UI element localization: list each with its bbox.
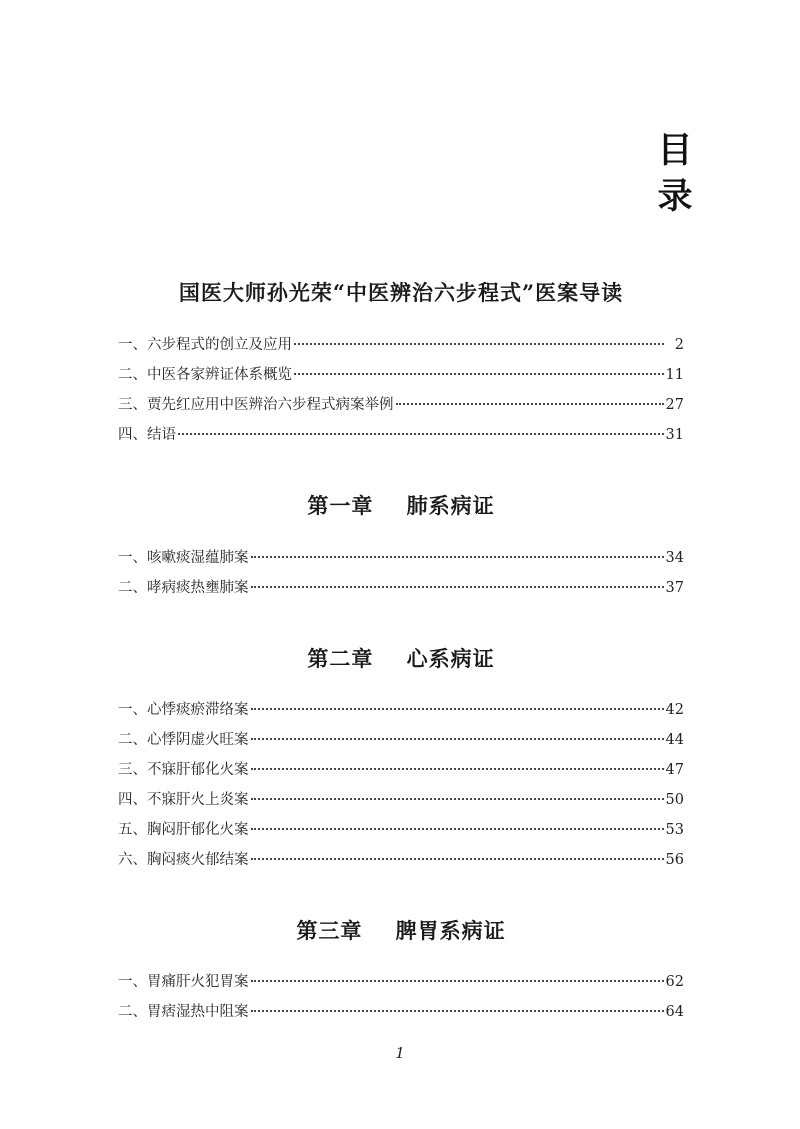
toc-entry[interactable]	[118, 755, 684, 785]
toc-entry-label: 一、心悸痰瘀滞络案	[118, 702, 249, 718]
toc-entry[interactable]	[118, 573, 684, 603]
dot-leader	[294, 373, 664, 375]
dot-leader	[251, 858, 664, 860]
toc-entry-label: 三、不寐肝郁化火案	[118, 762, 249, 778]
toc-entry-label: 四、不寐肝火上炎案	[118, 792, 249, 808]
toc-list-chapter-1	[118, 543, 684, 603]
dot-leader	[251, 980, 664, 982]
toc-entry-page: 56	[665, 852, 684, 868]
toc-entry-page: 64	[665, 1004, 684, 1020]
dot-leader	[251, 798, 664, 800]
toc-list-chapter-2	[118, 695, 684, 875]
toc-entry-label: 二、中医各家辨证体系概览	[118, 367, 292, 383]
dot-leader	[178, 433, 664, 435]
toc-entry-page: 50	[665, 792, 684, 808]
dot-leader	[396, 403, 664, 405]
toc-entry[interactable]	[118, 997, 684, 1027]
toc-entry-page: 37	[665, 580, 684, 596]
toc-entry-page: 11	[665, 367, 684, 383]
dot-leader	[294, 343, 664, 345]
toc-entry-page: 42	[665, 702, 684, 718]
toc-entry[interactable]	[118, 815, 684, 845]
toc-entry[interactable]	[118, 695, 684, 725]
toc-entry[interactable]	[118, 725, 684, 755]
toc-list-chapter-3	[118, 967, 684, 1027]
toc-entry[interactable]	[118, 967, 684, 997]
section-title-chapter-2: 第二章 心系病证	[307, 646, 495, 671]
toc-entry-label: 六、胸闷痰火郁结案	[118, 852, 249, 868]
toc-entry[interactable]	[118, 420, 684, 450]
page-heading-char-1: 目	[657, 131, 693, 171]
toc-entry-label: 五、胸闷肝郁化火案	[118, 822, 249, 838]
toc-entry[interactable]	[118, 845, 684, 875]
toc-entry-page: 2	[674, 337, 684, 353]
dot-leader	[251, 1010, 664, 1012]
toc-entry-page: 47	[665, 762, 684, 778]
toc-entry-label: 三、贾先红应用中医辨治六步程式病案举例	[118, 397, 394, 413]
toc-entry-label: 一、胃痛肝火犯胃案	[118, 974, 249, 990]
toc-entry[interactable]	[118, 543, 684, 573]
toc-entry-label: 二、心悸阴虚火旺案	[118, 732, 249, 748]
toc-entry-label: 一、咳嗽痰湿蕴肺案	[118, 550, 249, 566]
toc-entry[interactable]	[118, 330, 684, 360]
toc-entry[interactable]	[118, 785, 684, 815]
toc-entry-page: 53	[665, 822, 684, 838]
toc-entry[interactable]	[118, 360, 684, 390]
page-number: 1	[395, 1044, 405, 1062]
section-title-introduction: 国医大师孙光荣“中医辨治六步程式”医案导读	[178, 280, 624, 305]
toc-entry-label: 一、六步程式的创立及应用	[118, 337, 292, 353]
toc-entry-label: 二、哮病痰热壅肺案	[118, 580, 249, 596]
toc-entry[interactable]	[118, 390, 684, 420]
page-heading-char-2: 录	[657, 177, 693, 217]
page-heading	[655, 128, 695, 220]
dot-leader	[251, 768, 664, 770]
toc-entry-page: 44	[665, 732, 684, 748]
toc-entry-label: 四、结语	[118, 427, 176, 443]
dot-leader	[251, 556, 664, 558]
section-title-chapter-3: 第三章 脾胃系病证	[296, 918, 506, 943]
toc-entry-label: 二、胃痞湿热中阻案	[118, 1004, 249, 1020]
dot-leader	[251, 828, 664, 830]
toc-entry-page: 34	[665, 550, 684, 566]
dot-leader	[251, 586, 664, 588]
dot-leader	[251, 738, 664, 740]
section-title-chapter-1: 第一章 肺系病证	[307, 493, 495, 518]
toc-entry-page: 31	[665, 427, 684, 443]
dot-leader	[251, 708, 664, 710]
toc-entry-page: 62	[665, 974, 684, 990]
toc-entry-page: 27	[665, 397, 684, 413]
toc-list-introduction	[118, 330, 684, 450]
